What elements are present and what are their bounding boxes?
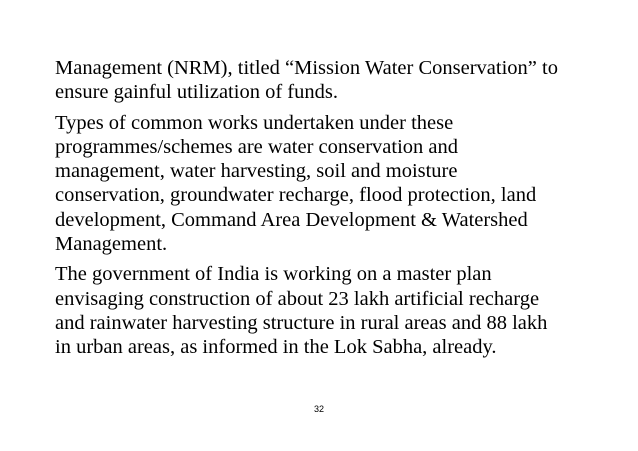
text-line: The government of India is working on a master plan [55,263,492,286]
text-line: development, Command Area Development & Watershed [55,208,528,231]
text-line: in urban areas, as informed in the Lok Sabha, already. [55,336,497,359]
body-text [55,56,630,360]
text-line: and rainwater harvesting structure in rural areas and 88 lakh [55,311,548,334]
text-line: envisaging construction of about 23 lakh artificial recharge [55,287,540,310]
page-number: 32 [313,404,324,414]
text-line: ensure gainful utilization of funds. [55,81,338,104]
paragraph-master-plan [55,262,630,359]
text-line: Types of common works undertaken under these [55,111,454,134]
text-line: conservation, groundwater recharge, flood protection, land [55,184,537,207]
text-line: programmes/schemes are water conservation and [55,135,459,158]
text-line: management, water harvesting, soil and moisture [55,160,458,183]
paragraph-nrm-continuation [55,56,630,105]
paragraph-types-of-works [55,111,630,257]
text-line: Management. [55,233,168,256]
text-line: Management (NRM), titled “Mission Water Conservation” to [55,57,558,79]
